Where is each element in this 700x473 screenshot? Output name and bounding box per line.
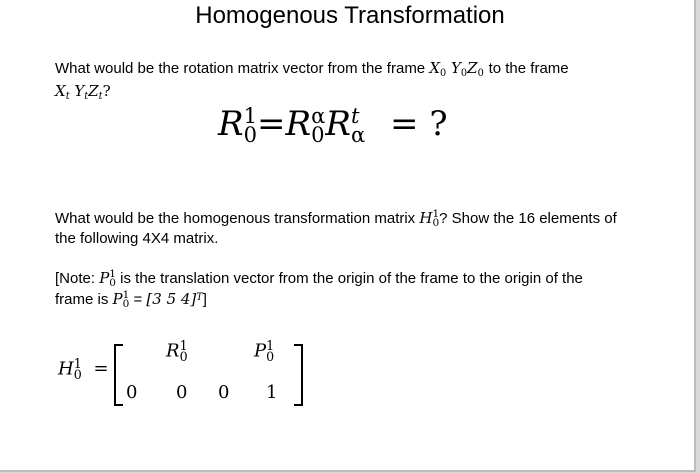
h-symbol: H 1 0 (419, 207, 440, 229)
question-rotation (55, 58, 569, 104)
question-homogenous: What would be the homogenous transformation matrix H 1 0 ? Show the 16 elements of the following 4X4 matrix. (55, 207, 617, 247)
matrix-cell-R: R 1 0 (166, 338, 188, 365)
from-frame: $X_0$ $Y_0Z_0$ (429, 59, 484, 80)
matrix-cell-0b: 0 (176, 382, 188, 403)
slide-title: Homogenous Transformation (195, 2, 505, 29)
note-paragraph: [Note: P 1 0 is the translation vector from the origin of the frame to the origin of the frame is P 1 0 = [3 5 4]$^T$] (55, 267, 583, 310)
matrix-bracket-right (294, 344, 303, 406)
matrix-cell-1: 1 (266, 382, 278, 403)
to-frame: $X_t$ $Y_tZ_t$? (55, 82, 111, 103)
homogenous-matrix (58, 338, 318, 410)
p-symbol: P 1 0 (99, 267, 116, 289)
to-frame-text: to the frame (488, 60, 569, 77)
matrix-cell-0a: 0 (126, 382, 138, 403)
matrix-lhs: H 1 0 = (58, 356, 109, 383)
question-rotation-text: What would be the rotation matrix vector from the frame (55, 60, 426, 77)
matrix-cell-P: P 1 0 (254, 338, 275, 365)
p-symbol-2: P 1 0 (112, 288, 130, 310)
matrix-bracket-left (114, 344, 123, 406)
matrix-cell-0c: 0 (218, 382, 230, 403)
translation-vector: [3 5 4]$^T$ (146, 290, 203, 308)
rotation-equation: R 1 0 =R α 0 R t α = ? (218, 103, 448, 147)
